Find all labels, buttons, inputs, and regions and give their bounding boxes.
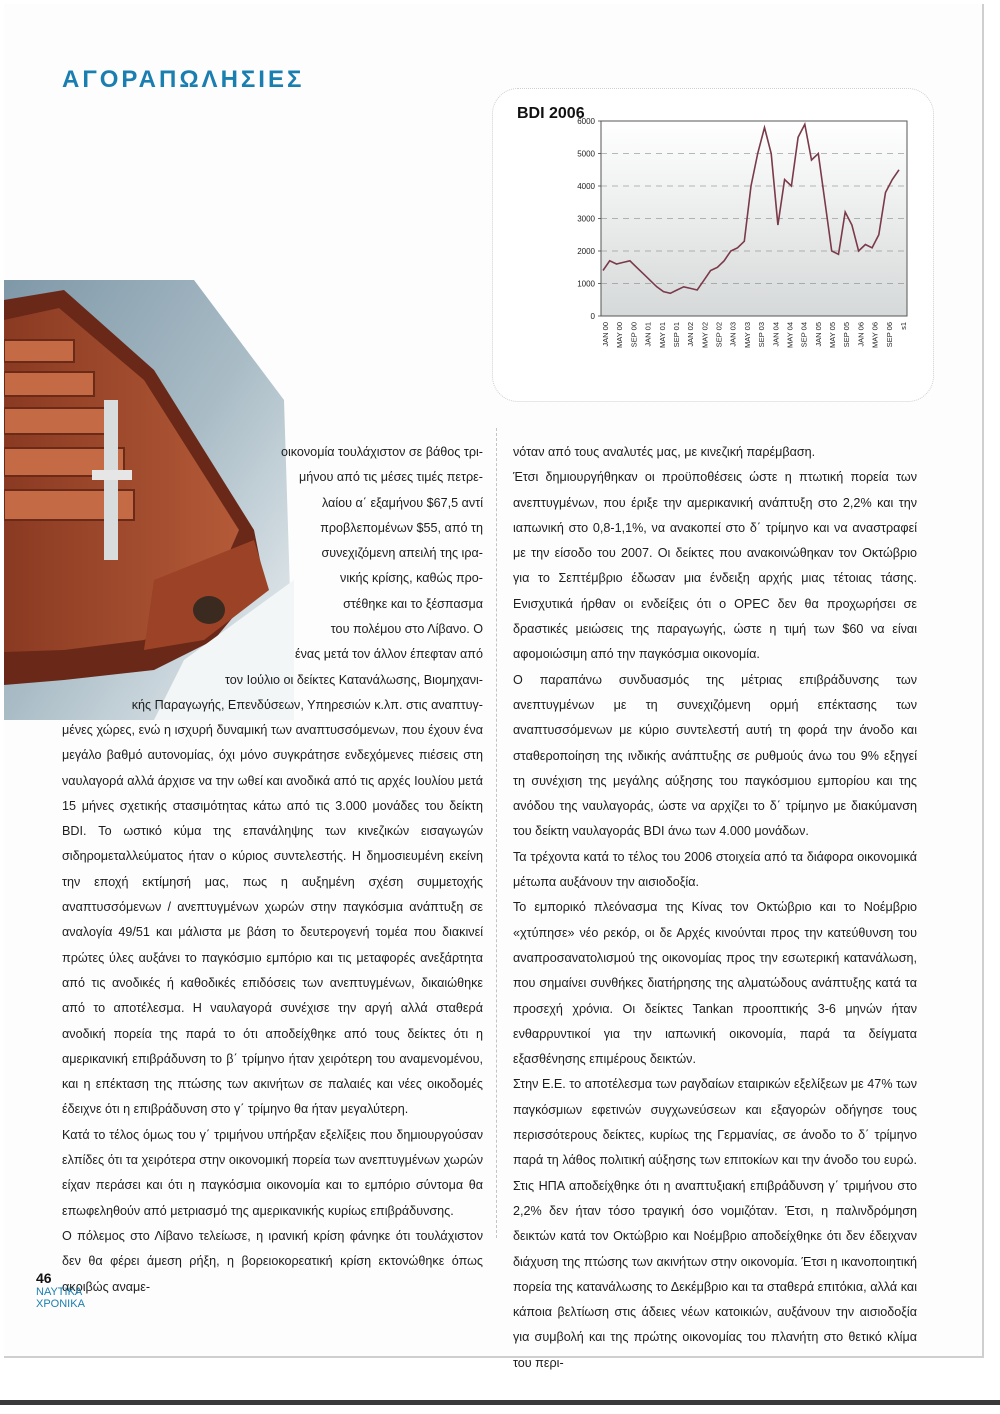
body-paragraph: Το εμπορικό πλεόνασμα της Κίνας τον Οκτώβριο και το Νοέμβριο «χτύπησε» νέο ρεκόρ, οι δε Αρχές κινούνται προς την κατεύθυνση του αναπροσανατολισμού της οικονομίας προς την εσωτερική κατανάλωση, που σημαίνει συνθήκες διατήρησης της αλματώδους ανάπτυξης κατά τα προσεχή χρόνια. Οι δείκτες Tankan προοπτικής 3-6 μηνών ήταν ενθαρρυντικοί για την ιαπωνική οικονομία, παρά τα δείγματα εξασθένησης επιμέρους δεικτών. xyxy=(513,900,917,1067)
wrap-text-line: του πολέμου στο Λίβανο. Ο xyxy=(330,622,483,637)
y-tick-label: 2000 xyxy=(577,247,595,256)
x-tick-label: SEP 06 xyxy=(884,322,894,348)
y-tick-label: 3000 xyxy=(577,214,595,224)
x-tick-label: MAY 04 xyxy=(785,322,795,348)
section-title: ΑΓΟΡΑΠΩΛΗΣΙΕΣ xyxy=(62,66,305,93)
body-paragraph: Κατά το τέλος όμως του γ΄ τριμήνου υπήρξαν εξελίξεις που δημιουργούσαν ελπίδες ότι τα χειρότερα στην οικονομική πορεία των ανεπτυγμένων χωρών είχαν περάσει και ότι η παγκόσμια οικονομία και το εμπόριο σύντομα θα επωφεληθούν από μετριασμό της αμερικανικής κυρίως επιβράδυνσης. xyxy=(62,1127,483,1218)
magazine-name-line2: ΧΡΟΝΙΚΑ xyxy=(36,1298,85,1310)
right-column-body xyxy=(513,440,917,1376)
column-divider xyxy=(496,428,497,1238)
y-tick-label: 6000 xyxy=(577,117,595,126)
x-tick-label: SEP 02 xyxy=(714,322,724,348)
x-tick-label: SEP 01 xyxy=(671,322,681,348)
x-tick-label: JAN 01 xyxy=(643,322,653,347)
x-tick-label: MAY 00 xyxy=(615,322,625,348)
page-number: 46 xyxy=(36,1270,52,1286)
left-column-body xyxy=(62,718,483,1300)
x-tick-label: JAN 02 xyxy=(686,322,696,347)
wrap-text-line: στέθηκε και το ξέσπασμα xyxy=(343,596,483,611)
x-tick-label: s1 xyxy=(899,322,908,330)
body-paragraph: νόταν από τους αναλυτές μας, με κινεζική παρέμβαση. xyxy=(513,445,816,459)
body-paragraph: μένες χώρες, ενώ η ισχυρή δυναμική των αναπτυσσόμενων, που έχουν ένα μεγάλο βαθμό αυτονομίας, όχι μόνο συγκράτησε ενδεχόμενες πιέσεις στη ναυλαγορά αλλά άρχισε να την ωθεί και ανοδικά από τις αρχές Ιουλίου μετά 15 μήνες σχετικής στασιμότητας κάτω από τις 3.000 μονάδες του δείκτη BDI. Το ωστικό κύμα της επανάληψης των κινεζικών εισαγωγών σιδηρομεταλλεύματος ήταν ο κύριος συντελεστής. Η δημοσιευμένη εκείνη την εποχή εκτίμησή μας, πως η αυξημένη σχέση συμμετοχής αναπτυσσόμενων / ανεπτυγμένων χωρών στην παγκόσμια ανάπτυξη σε αναλογία 49/51 και μάλιστα με βάση το δευτερογενή τομέα που διακινεί πρώτες ύλες αυξάνει το παγκόσμιο εμπόριο και τις μεταφορές ανεξάρτητα από τις ανοδικές ή καθοδικές επιδόσεις των ανεπτυγμένων, δικαιώθηκε από το αποτέλεσμα. Η ναυλαγορά συνέχισε την αργή αλλά σταθερά ανοδική πορεία της παρά το ότι αποδείχθηκε από τους δείκτες ότι η αμερικανική επιβράδυνση το β΄ τρίμηνο ήταν χειρότερη του αναμενομένου, και η επέκταση της πτώσης των ακινήτων σε παλαιές και νέες οικοδομές έδειχνε ότι η επιβράδυνση στο γ΄ τρίμηνο θα ήταν μεγαλύτερη. xyxy=(62,723,483,1117)
wrap-text-line: οικονομία τουλάχιστον σε βάθος τρι- xyxy=(280,445,483,459)
wrap-text-line: συνεχιζόμενη απειλή της ιρα- xyxy=(321,546,483,561)
y-tick-label: 4000 xyxy=(577,182,595,191)
x-tick-label: JAN 04 xyxy=(771,322,781,347)
x-tick-label: JAN 06 xyxy=(856,322,866,347)
body-paragraph: Έτσι δημιουργήθηκαν οι προϋποθέσεις ώστε η πτωτική πορεία των ανεπτυγμένων, που έριξε την αμερικανική ανάπτυξη στο 2,2% και την ιαπωνική στο 0,8-1,1%, να ανακοπεί στο δ΄ τρίμηνο και να αναστραφεί με την είσοδο του 2007. Οι δείκτες που ανακοινώθηκαν τον Οκτώβριο για το Σεπτέμβριο έδωσαν μια ένδειξη αρχής μιας τέτοιας τάσης. Ενισχυτικά ήρθαν οι ενδείξεις ότι ο OPEC δεν θα προχωρήσει σε δραστικές μειώσεις της παραγωγής, ώστε η τιμή των $60 να είναι αφομοιώσιμη από την παγκόσμια οικονομία. xyxy=(513,470,917,662)
x-tick-label: JAN 05 xyxy=(813,322,823,347)
body-paragraph: Ο πόλεμος στο Λίβανο τελείωσε, η ιρανική κρίση φάνηκε ότι τουλάχιστον δεν θα φέρει άμεση ρήξη, η βορειοκορεατική κρίση εκτονώθηκε όπως ακριβώς αναμε- xyxy=(62,1228,483,1294)
chart-svg xyxy=(493,89,933,401)
x-tick-label: MAY 01 xyxy=(657,322,667,348)
scan-bottom-border xyxy=(0,1400,1000,1405)
folio xyxy=(36,1270,85,1310)
x-tick-label: SEP 03 xyxy=(757,322,767,348)
wrap-text-line: προβλεπομένων $55, από τη xyxy=(320,520,483,535)
wrap-text-line: μήνου από τις μέσες τιμές πετρε- xyxy=(298,470,483,485)
x-tick-label: MAY 05 xyxy=(828,322,838,348)
wrap-text-line: κής Παραγωγής, Επενδύσεων, Υπηρεσιών κ.λπ. στις αναπτυγ- xyxy=(131,697,483,712)
chart-title: BDI 2006 xyxy=(517,105,585,122)
x-tick-label: MAY 03 xyxy=(742,322,752,348)
magazine-name-line1: ΝΑΥΤΙΚΑ xyxy=(36,1286,83,1298)
bdi-chart xyxy=(492,88,934,402)
body-paragraph: Στην Ε.Ε. το αποτέλεσμα των ραγδαίων εταιρικών εξελίξεων με 47% των παγκόσμιων εφετινών συγχωνεύσεων και εξαγορών οδήγησε τους περισσότερους δείκτες, κυρίως της Γερμανίας, σε άνοδο το δ΄ τρίμηνο παρά τη λάθος πολιτική αύξησης των επιτοκίων και την άνοδο του ευρώ. Στις ΗΠΑ αποδείχθηκε ότι η αναπτυξιακή επιβράδυνση γ΄ τριμήνου στο 2,2% δεν ήταν τόσο τραγική όσο νομιζόταν. Έτσι, η παλινδρόμηση δεικτών κατά τον Οκτώβριο και Νοέμβριο αποδείχθηκε ότι δεν έδειχναν διάχυση της πτώσης των ακινήτων στην οικονομία. Έτσι η ικανοποιητική πορεία της κατανάλωσης το Δεκέμβριο και τα σταθερά επιτόκια, αλλά και κάποια βελτίωση στις άδειες νέων κατοικιών, αυξάνουν την αισιοδοξία για συμβολή και της πρώτης οικονομίας του πλανήτη στο θετικό κλίμα του περι- xyxy=(513,1077,917,1370)
x-tick-label: JAN 03 xyxy=(728,322,738,347)
y-tick-label: 1000 xyxy=(577,279,595,289)
y-tick-label: 0 xyxy=(590,312,595,321)
body-paragraph: Ο παραπάνω συνδυασμός της μέτριας επιβράδυνσης των ανεπτυγμένων με τη συνεχιζόμενη ορμή επέκτασης των αναπτυσσόμενων με κύριο συντελεστή αυτή τη φορά την άνοδο και σταθεροποίηση της ινδικής ανάπτυξης σε ρυθμούς άνω του 9% εξηγεί τη συνέχιση της μεγάλης αύξησης του παγκόσμιου εμπορίου και της ανόδου της ναυλαγοράς, ώστε να αρχίζει το δ΄ τρίμηνο με διακύμανση του δείκτη ναυλαγοράς BDI άνω των 4.000 μονάδων. xyxy=(513,672,917,839)
y-tick-label: 5000 xyxy=(577,149,595,159)
wrap-text-line: λαίου α΄ εξαμήνου $67,5 αντί xyxy=(321,495,483,510)
x-tick-label: SEP 05 xyxy=(842,322,852,348)
x-tick-label: MAY 02 xyxy=(700,322,710,348)
body-paragraph: Τα τρέχοντα κατά το τέλος του 2006 στοιχεία από τα διάφορα οικονομικά μέτωπα αυξάνουν την αισιοδοξία. xyxy=(513,849,917,890)
x-tick-label: MAY 06 xyxy=(870,322,880,348)
wrap-text-line: ένας μετά τον άλλον έπεφταν από xyxy=(294,647,483,662)
wrap-text-line: τον Ιούλιο οι δείκτες Κατανάλωσης, Βιομηχανι- xyxy=(224,672,483,687)
x-tick-label: SEP 00 xyxy=(629,322,639,348)
left-column-wrap xyxy=(62,440,483,718)
wrap-text-line: νικής κρίσης, καθώς προ- xyxy=(340,571,483,586)
x-tick-label: SEP 04 xyxy=(799,322,809,348)
x-tick-label: JAN 00 xyxy=(601,322,610,347)
